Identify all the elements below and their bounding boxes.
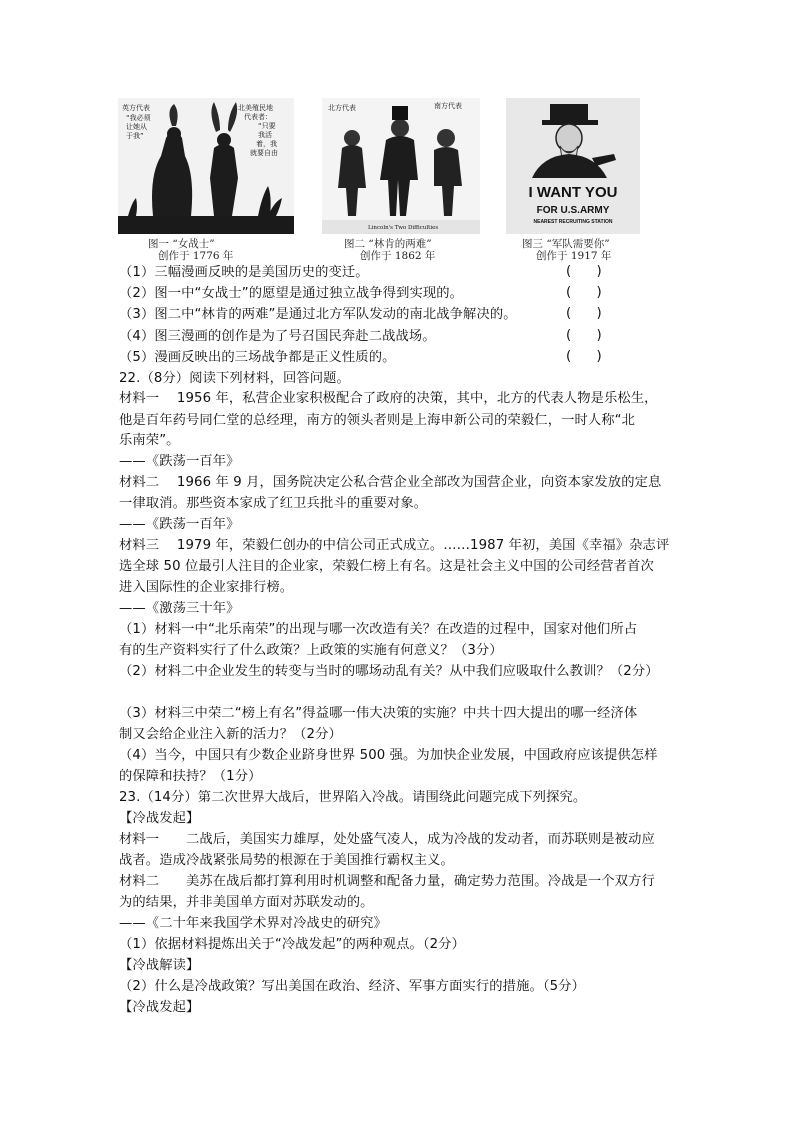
figure-1-label-6: “只要 xyxy=(258,122,276,130)
material-3-line-3: 进入国际性的企业家排行榜。 xyxy=(119,580,294,595)
figure-2-image xyxy=(322,98,480,234)
question-23-title: 23.（14分）第二次世界大战后，世界陷入冷战。请围绕此问题完成下列探究。 xyxy=(119,790,587,805)
figure-3-caption-date: 创作于 1917 年 xyxy=(536,250,612,262)
question-22-1-line-1: （1）材料一中“北乐南荣”的出现与哪一次改造有关？在改造的过程中，国家对他们所占 xyxy=(119,622,638,637)
question-22-3-line-1: （3）材料三中荣二“榜上有名”得益哪一伟大决策的实施？中共十四大提出的哪一经济体 xyxy=(119,706,638,721)
section-heading-cold-war-interpretation: 【冷战解读】 xyxy=(119,958,200,973)
question-22-title: 22.（8分）阅读下列材料，回答问题。 xyxy=(119,371,350,386)
material-3-line-1: 材料三 1979 年，荣毅仁创办的中信公司正式成立。……1987 年初，美国《幸福》杂志评 xyxy=(119,538,670,553)
section-heading-cold-war-origin: 【冷战发起】 xyxy=(119,811,200,826)
figure-2-label-north: 北方代表 xyxy=(328,104,356,112)
figure-1-label-9: 就要自由 xyxy=(250,149,278,157)
question-23-2: （2）什么是冷战政策？写出美国在政治、经济、军事方面实行的措施。（5分） xyxy=(119,979,585,994)
figure-3-footnote: NEAREST RECRUITING STATION xyxy=(533,219,613,225)
section-heading-cold-war-origin-2: 【冷战发起】 xyxy=(119,1000,200,1015)
question-22-4-line-2: 的保障和扶持？（1分） xyxy=(119,769,262,784)
figure-1-caption-title: 图一 “女战士” xyxy=(148,238,215,250)
material-2-line-1: 材料二 1966 年 9 月，国务院决定公私合营企业全部改为国营企业，向资本家发放的定息 xyxy=(119,475,662,490)
q23-material-1-line-2: 战者。造成冷战紧张局势的根源在于美国推行霸权主义。 xyxy=(119,853,454,868)
material-3-line-2: 选全球 50 位最引人注目的企业家，荣毅仁榜上有名。这是社会主义中国的公司经营者首次 xyxy=(119,559,654,574)
judgment-item-4: （4）图三漫画的创作是为了号召国民奔赴二战战场。 xyxy=(119,329,436,344)
figure-1-label-3: 于我” xyxy=(126,132,144,140)
figure-2-caption-title: 图二 “林肯的两难” xyxy=(344,238,432,250)
material-2-line-2: 一律取消。那些资本家成了红卫兵批斗的重要对象。 xyxy=(119,496,428,511)
figure-3-caption-title: 图三 “军队需要你” xyxy=(522,238,610,250)
question-22-3-line-2: 制又会给企业注入新的活力？（2分） xyxy=(119,727,342,742)
figure-1-cartoon xyxy=(118,98,294,260)
judgment-item-2: （2）图一中“女战士”的愿望是通过独立战争得到实现的。 xyxy=(119,286,464,301)
figure-3-image xyxy=(506,98,640,234)
q23-material-2-line-2: 为的结果，并非美国单方面对苏联发动的。 xyxy=(119,895,374,910)
judgment-bracket-2[interactable]: ( ) xyxy=(566,285,602,300)
figure-1-label-7: 我活 xyxy=(258,131,272,139)
material-1-line-2: 他是百年药号同仁堂的总经理，南方的领头者则是上海申新公司的荣毅仁，一时人称“北 xyxy=(119,413,636,428)
question-23-1: （1）依据材料提炼出关于“冷战发起”的两种观点。（2分） xyxy=(119,937,465,952)
figure-2-label-south: 南方代表 xyxy=(434,102,462,110)
figure-3-headline: I WANT YOU xyxy=(528,184,618,201)
figure-1-label-0: 英方代表 xyxy=(122,104,150,112)
figure-1-caption-date: 创作于 1776 年 xyxy=(158,250,234,262)
figure-1-label-4: 北美殖民地 xyxy=(238,104,273,112)
judgment-bracket-5[interactable]: ( ) xyxy=(566,349,602,364)
material-1-line-3: 乐南荣”。 xyxy=(119,433,180,448)
figure-1-label-1: “我必须 xyxy=(126,114,151,122)
q23-material-2-line-1: 材料二 美苏在战后都打算利用时机调整和配备力量，确定势力范围。冷战是一个双方行 xyxy=(119,874,655,889)
figure-1-label-2: 让她从 xyxy=(126,123,147,131)
figure-2-label-title: Lincoln's Two Difficulties xyxy=(368,225,439,231)
figure-2-cartoon xyxy=(322,98,480,260)
judgment-item-5: （5）漫画反映出的三场战争都是正义性质的。 xyxy=(119,350,396,365)
judgment-item-1: （1）三幅漫画反映的是美国历史的变迁。 xyxy=(119,265,369,280)
judgment-item-3: （3）图二中“林肯的两难”是通过北方军队发动的南北战争解决的。 xyxy=(119,307,517,322)
figure-1-label-5: 代表者： xyxy=(244,113,272,121)
material-1-source: ——《跌荡一百年》 xyxy=(119,454,240,469)
figure-1-label-8: 着，我 xyxy=(256,140,277,148)
question-22-4-line-1: （4）当今，中国只有少数企业跻身世界 500 强。为加快企业发展，中国政府应该提供怎样 xyxy=(119,748,658,763)
material-2-source: ——《跌荡一百年》 xyxy=(119,517,240,532)
question-22-2: （2）材料二中企业发生的转变与当时的哪场动乱有关？从中我们应吸取什么教训？（2分） xyxy=(119,664,659,679)
q23-material-1-line-1: 材料一 二战后，美国实力雄厚，处处盛气凌人，成为冷战的发动者，而苏联则是被动应 xyxy=(119,832,655,847)
question-22-1-line-2: 有的生产资料实行了什么政策？上政策的实施有何意义？（3分） xyxy=(119,643,503,658)
judgment-bracket-4[interactable]: ( ) xyxy=(566,328,602,343)
judgment-bracket-1[interactable]: ( ) xyxy=(566,264,602,279)
material-1-line-1: 材料一 1956 年，私营企业家积极配合了政府的决策，其中，北方的代表人物是乐松生， xyxy=(119,391,658,406)
figure-3-subheadline: FOR U.S.ARMY xyxy=(536,205,610,216)
figure-1-image xyxy=(118,98,294,234)
material-3-source: ——《激荡三十年》 xyxy=(119,601,240,616)
q23-material-source: ——《二十年来我国学术界对冷战史的研究》 xyxy=(119,916,387,931)
figure-2-caption-date: 创作于 1862 年 xyxy=(360,250,436,262)
figure-3-poster xyxy=(506,98,640,260)
judgment-bracket-3[interactable]: ( ) xyxy=(566,306,602,321)
